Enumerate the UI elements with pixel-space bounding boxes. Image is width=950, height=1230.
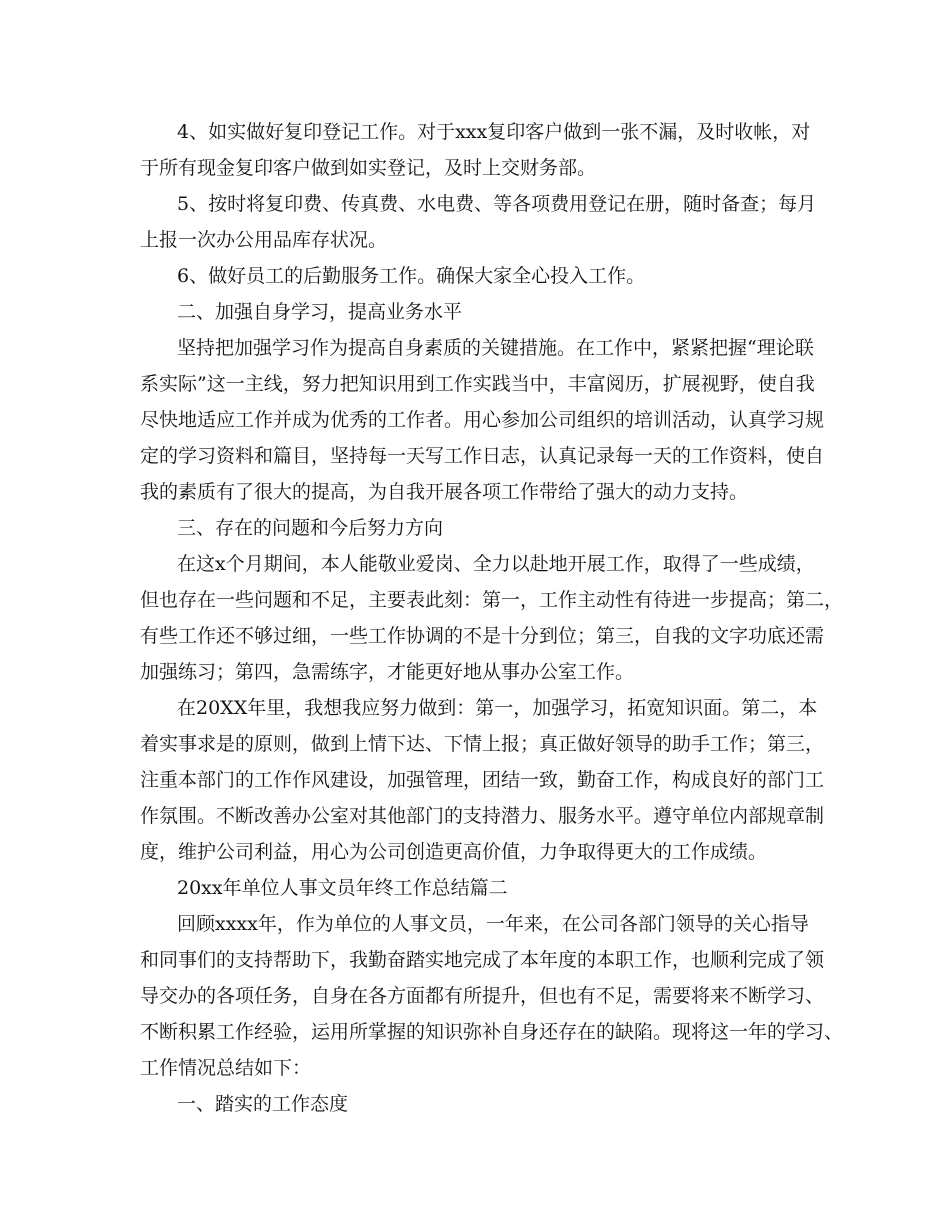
section-heading: 二、加强自身学习，提高业务水平 xyxy=(177,301,463,323)
text-line: 注重本部门的工作作风建设，加强管理，团结一致，勤奋工作，构成良好的部门工 xyxy=(140,769,825,791)
text-line: 回顾xxxx年，作为单位的人事文员，一年来，在公司各部门领导的关心指导 xyxy=(177,913,809,935)
section-heading: 一、踏实的工作态度 xyxy=(177,1093,349,1115)
text-line: 系实际”这一主线，努力把知识用到工作实践当中，丰富阅历，扩展视野，使自我 xyxy=(140,373,815,395)
text-line: 在这x个月期间，本人能敬业爱岗、全力以赴地开展工作，取得了一些成绩， xyxy=(177,553,815,575)
text-line: 但也存在一些问题和不足，主要表此刻：第一，工作主动性有待进一步提高；第二， xyxy=(140,589,844,611)
text-line: 上报一次办公用品库存状况。 xyxy=(140,229,388,251)
text-line: 6、做好员工的后勤服务工作。确保大家全心投入工作。 xyxy=(177,265,646,287)
text-line: 我的素质有了很大的提高，为自我开展各项工作带给了强大的动力支持。 xyxy=(140,481,749,503)
text-line: 着实事求是的原则，做到上情下达、下情上报；真正做好领导的助手工作；第三， xyxy=(140,733,825,755)
text-line: 不断积累工作经验，运用所掌握的知识弥补自身还存在的缺陷。现将这一年的学习、 xyxy=(140,1021,844,1043)
text-line: 尽快地适应工作并成为优秀的工作者。用心参加公司组织的培训活动，认真学习规 xyxy=(140,409,825,431)
text-line: 和同事们的支持帮助下，我勤奋踏实地完成了本年度的本职工作，也顺利完成了领 xyxy=(140,949,825,971)
text-line: 在20XX年里，我想我应努力做到：第一，加强学习，拓宽知识面。第二，本 xyxy=(177,697,818,719)
article-title: 20xx年单位人事文员年终工作总结篇二 xyxy=(177,877,508,899)
text-line: 度，维护公司利益，用心为公司创造更高价值，力争取得更大的工作成绩。 xyxy=(140,841,768,863)
text-line: 导交办的各项任务，自身在各方面都有所提升，但也有不足，需要将来不断学习、 xyxy=(140,985,825,1007)
text-line: 于所有现金复印客户做到如实登记，及时上交财务部。 xyxy=(140,157,597,179)
text-line: 坚持把加强学习作为提高自身素质的关键措施。在工作中，紧紧把握“理论联 xyxy=(177,337,814,359)
text-line: 定的学习资料和篇目，坚持每一天写工作日志，认真记录每一天的工作资料，使自 xyxy=(140,445,825,467)
text-line: 工作情况总结如下： xyxy=(140,1057,312,1079)
text-line: 有些工作还不够过细，一些工作协调的不是十分到位；第三，自我的文字功底还需 xyxy=(140,625,825,647)
text-line: 作氛围。不断改善办公室对其他部门的支持潜力、服务水平。遵守单位内部规章制 xyxy=(140,805,825,827)
text-line: 5、按时将复印费、传真费、水电费、等各项费用登记在册，随时备查；每月 xyxy=(177,193,817,215)
text-line: 4、如实做好复印登记工作。对于xxx复印客户做到一张不漏，及时收帐，对 xyxy=(177,121,811,143)
section-heading: 三、存在的问题和今后努力方向 xyxy=(177,517,444,539)
text-line: 加强练习；第四，急需练字，才能更好地从事办公室工作。 xyxy=(140,661,635,683)
